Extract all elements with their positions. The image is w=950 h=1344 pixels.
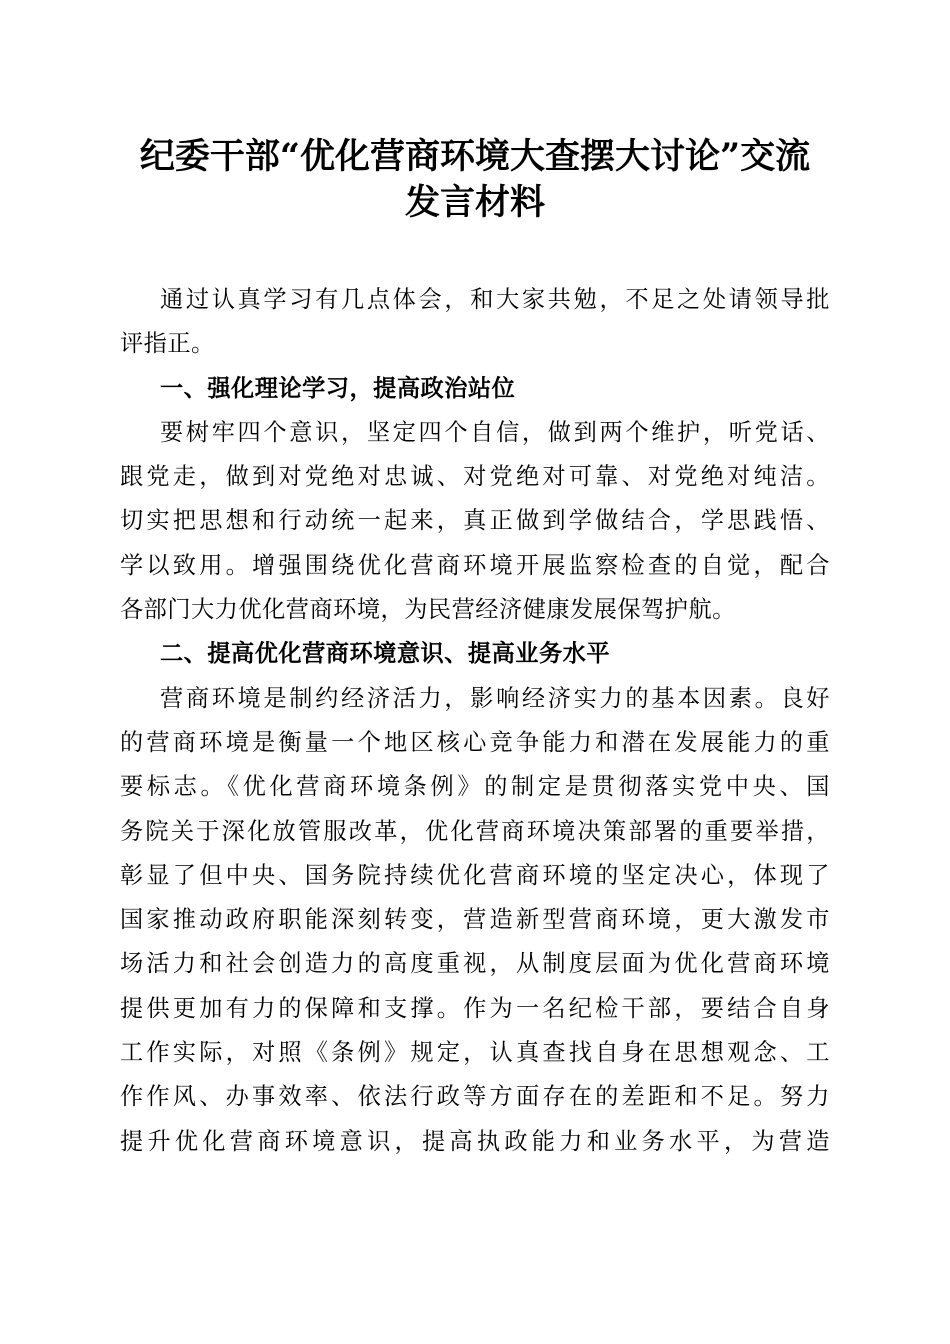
section-1-paragraph xyxy=(120,411,830,632)
paragraph-line: 营商环境是制约经济活力，影响经济实力的基本因素。良好 xyxy=(160,684,830,712)
paragraph-line: 切实把思想和行动统一起来，真正做到学做结合，学思践悟、 xyxy=(120,507,830,535)
section-heading-2: 二、提高优化营商环境意识、提高业务水平 xyxy=(160,640,611,668)
document-title xyxy=(100,134,850,226)
paragraph-line: 评指正。 xyxy=(120,330,215,358)
document-body xyxy=(120,278,830,1164)
title-line-2: 发言材料 xyxy=(404,182,545,223)
paragraph-line: 各部门大力优化营商环境，为民营经济健康发展保驾护航。 xyxy=(120,596,736,624)
title-line-1: 纪委干部“优化营商环境大查摆大讨论”交流 xyxy=(139,136,811,177)
paragraph-line: 国家推动政府职能深刻转变，营造新型营商环境，更大激发市 xyxy=(120,906,830,934)
paragraph-line: 的营商环境是衡量一个地区核心竞争能力和潜在发展能力的重 xyxy=(120,728,830,756)
paragraph-line: 要树牢四个意识，坚定四个自信，做到两个维护，听党话、 xyxy=(160,418,830,446)
paragraph-line: 要标志。《优化营商环境条例》的制定是贯彻落实党中央、国 xyxy=(120,773,830,801)
section-heading-1: 一、强化理论学习，提高政治站位 xyxy=(160,374,516,402)
paragraph-line: 提供更加有力的保障和支撑。作为一名纪检干部，要结合自身 xyxy=(120,994,830,1022)
paragraph-line: 务院关于深化放管服改革，优化营商环境决策部署的重要举措， xyxy=(120,817,830,845)
section-2-paragraph xyxy=(120,677,830,1164)
intro-paragraph xyxy=(120,278,830,367)
paragraph-line: 彰显了但中央、国务院持续优化营商环境的坚定决心，体现了 xyxy=(120,861,830,889)
paragraph-line: 场活力和社会创造力的高度重视，从制度层面为优化营商环境 xyxy=(120,950,830,978)
paragraph-line: 通过认真学习有几点体会，和大家共勉，不足之处请领导批 xyxy=(160,286,830,313)
paragraph-line: 跟党走，做到对党绝对忠诚、对党绝对可靠、对党绝对纯洁。 xyxy=(120,463,830,491)
paragraph-line: 学以致用。增强围绕优化营商环境开展监察检查的自觉，配合 xyxy=(120,551,830,579)
paragraph-line: 工作实际，对照《条例》规定，认真查找自身在思想观念、工 xyxy=(120,1039,830,1067)
paragraph-line: 提升优化营商环境意识，提高执政能力和业务水平，为营造 xyxy=(120,1127,830,1155)
paragraph-line: 作作风、办事效率、依法行政等方面存在的差距和不足。努力 xyxy=(120,1083,830,1111)
